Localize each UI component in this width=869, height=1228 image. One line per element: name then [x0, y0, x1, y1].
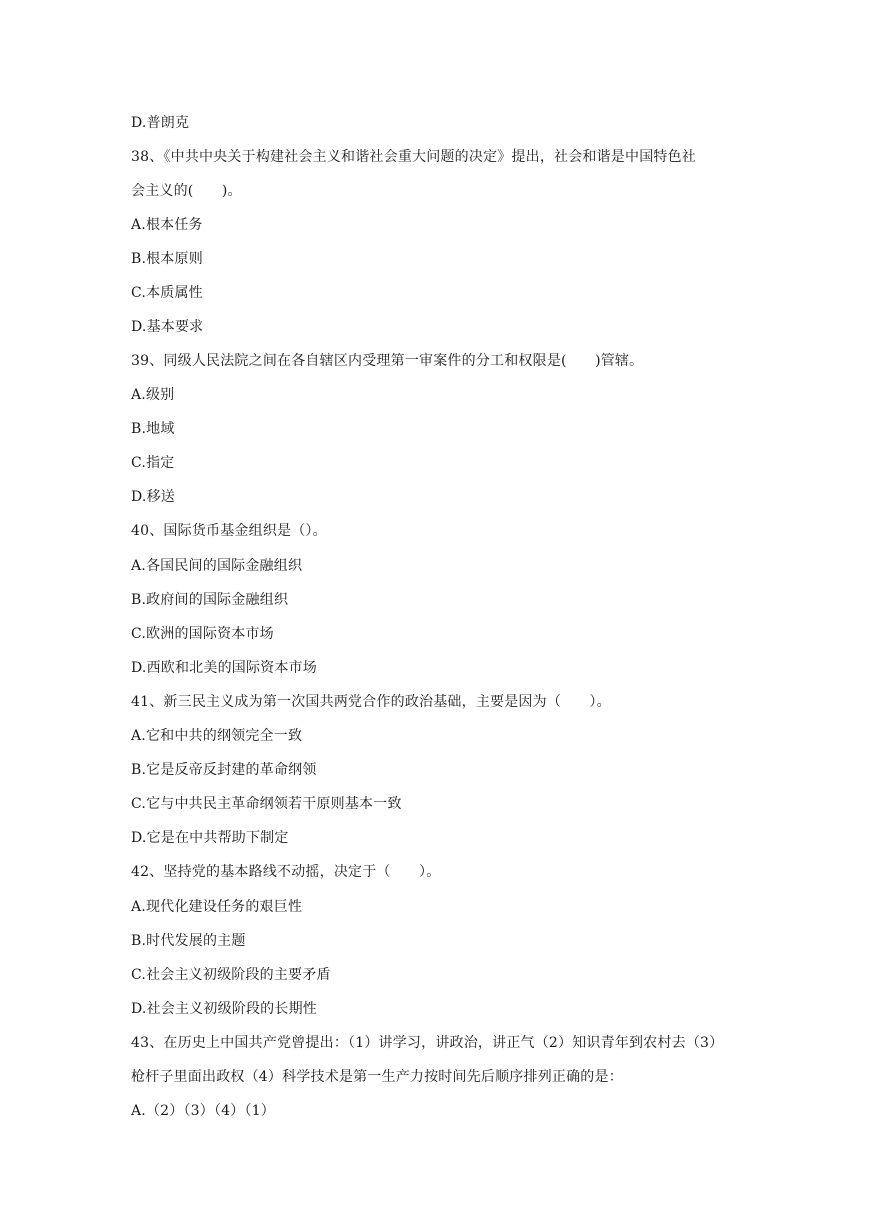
q42-stem: 42、坚持党的基本路线不动摇，决定于（ ）。 [131, 864, 441, 880]
q43-stem-line2: 枪杆子里面出政权（4）科学技术是第一生产力按时间先后顺序排列正确的是： [131, 1069, 623, 1085]
q38-option-a: A.根本任务 [131, 217, 203, 233]
q41-stem: 41、新三民主义成为第一次国共两党合作的政治基础，主要是因为（ ）。 [131, 694, 611, 710]
q41-option-d: D.它是在中共帮助下制定 [131, 830, 289, 846]
q40-option-d: D.西欧和北美的国际资本市场 [131, 660, 317, 676]
q43-option-a: A.（2）（3）（4）（1） [131, 1103, 275, 1119]
q39-option-c: C.指定 [131, 455, 175, 471]
q38-stem-line1: 38、《中共中央关于构建社会主义和谐社会重大问题的决定》提出，社会和谐是中国特色社 [131, 149, 697, 165]
q40-stem: 40、国际货币基金组织是（）。 [131, 523, 327, 539]
q42-option-b: B.时代发展的主题 [131, 933, 246, 949]
q38-option-b: B.根本原则 [131, 251, 203, 267]
q38-option-c: C.本质属性 [131, 285, 203, 301]
q42-option-a: A.现代化建设任务的艰巨性 [131, 899, 303, 915]
q38-option-d: D.基本要求 [131, 319, 204, 335]
q39-option-b: B.地域 [131, 421, 175, 437]
q41-option-c: C.它与中共民主革命纲领若干原则基本一致 [131, 796, 402, 812]
q39-option-a: A.级别 [131, 387, 175, 403]
q41-option-b: B.它是反帝反封建的革命纲领 [131, 762, 317, 778]
q40-option-c: C.欧洲的国际资本市场 [131, 626, 274, 642]
q42-option-c: C.社会主义初级阶段的主要矛盾 [131, 967, 331, 983]
q40-option-b: B.政府间的国际金融组织 [131, 592, 289, 608]
q41-option-a: A.它和中共的纲领完全一致 [131, 728, 303, 744]
q40-option-a: A.各国民间的国际金融组织 [131, 558, 303, 574]
q37-option-d: D.普朗克 [131, 115, 190, 131]
q38-stem-line2: 会主义的( )。 [131, 183, 242, 199]
q42-option-d: D.社会主义初级阶段的长期性 [131, 1001, 317, 1017]
q43-stem-line1: 43、在历史上中国共产党曾提出：（1）讲学习，讲政治，讲正气（2）知识青年到农村去（3） [131, 1035, 724, 1051]
q39-option-d: D.移送 [131, 489, 175, 505]
q39-stem: 39、同级人民法院之间在各自辖区内受理第一审案件的分工和权限是( )管辖。 [131, 353, 644, 369]
